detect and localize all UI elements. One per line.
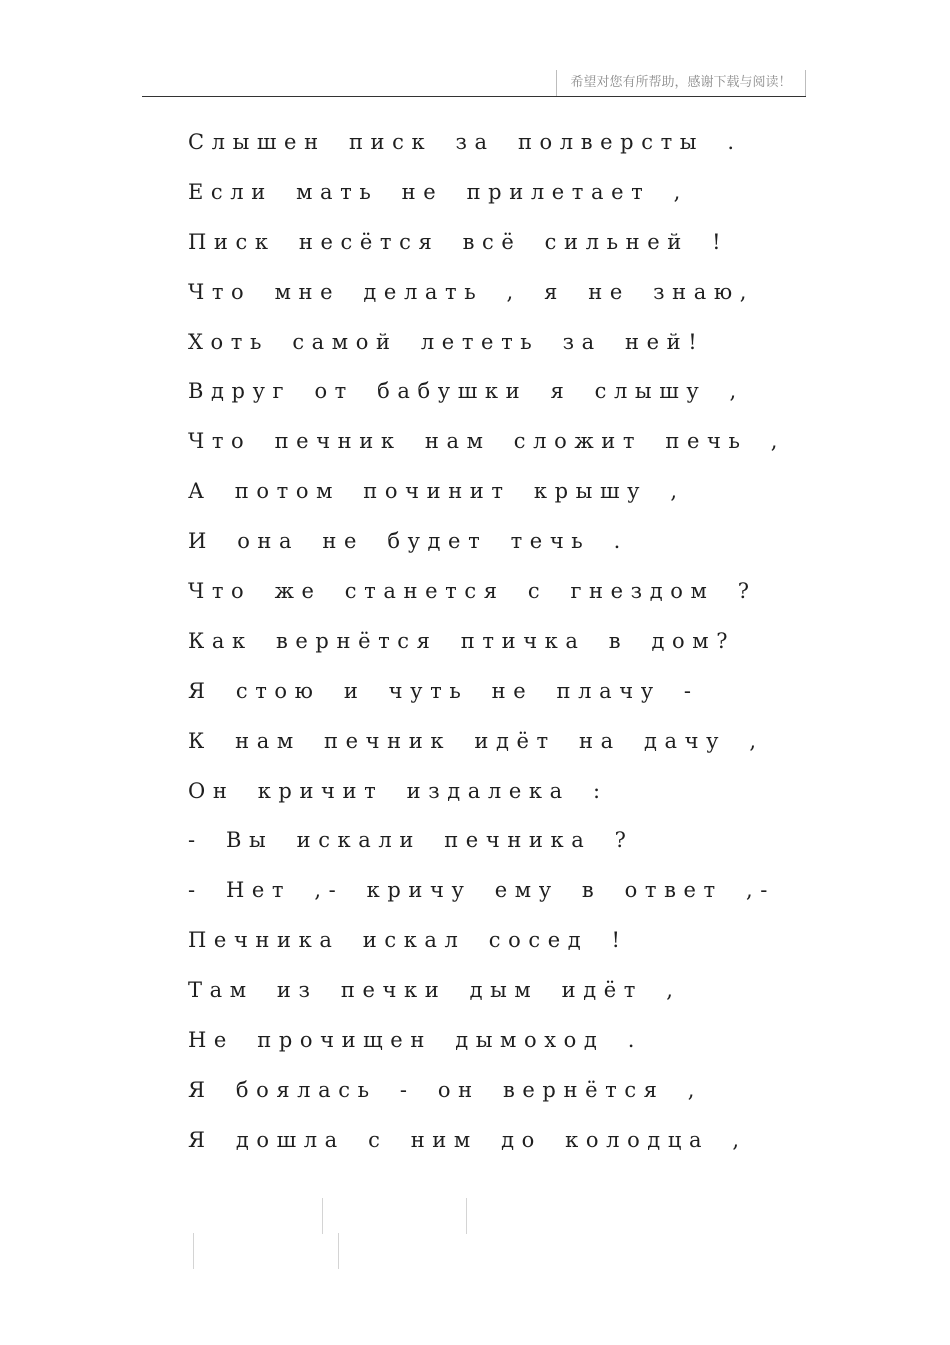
table-fragment-line [193,1233,194,1269]
header-note: 希望对您有所帮助，感谢下载与阅读！ [556,70,806,96]
poem-line: Если мать не прилетает , [188,179,688,204]
poem-line: Вдруг от бабушки я слышу , [188,379,744,404]
table-fragment-line [338,1233,339,1269]
poem-line: Не прочищен дымоход . [188,1028,642,1053]
poem-text [188,125,785,1173]
poem-line: Что мне делать , я не знаю, [188,279,755,304]
poem-line: Писк несётся всё сильней ! [188,229,729,254]
poem-line: Там из печки дым идёт , [188,978,681,1003]
poem-line: Он кричит издалека : [188,778,608,803]
poem-line: Я дошла с ним до колодца , [188,1127,747,1152]
table-fragment-line [466,1198,467,1234]
poem-line: - Вы искали печника ? [188,828,634,853]
poem-line: И она не будет течь . [188,529,628,554]
poem-line: Как вернётся птичка в дом? [188,628,736,653]
table-fragment-line [322,1198,323,1234]
poem-line: Что печник нам сложит печь , [188,429,786,454]
poem-line: Хоть самой лететь за ней! [188,329,705,354]
poem-line: Я стою и чуть не плачу - [188,678,699,703]
poem-line: Слышен писк за полверсты . [188,130,742,154]
poem-line: К нам печник идёт на дачу , [188,728,764,753]
poem-line: Печника искал сосед ! [188,928,628,953]
header-rule [142,96,806,97]
poem-line: Я боялась - он вернётся , [188,1077,703,1102]
poem-line: А потом починит крышу , [188,479,685,504]
poem-line: Что же станется с гнездом ? [188,579,757,604]
poem-line: - Нет ,- кричу ему в ответ ,- [188,878,775,903]
